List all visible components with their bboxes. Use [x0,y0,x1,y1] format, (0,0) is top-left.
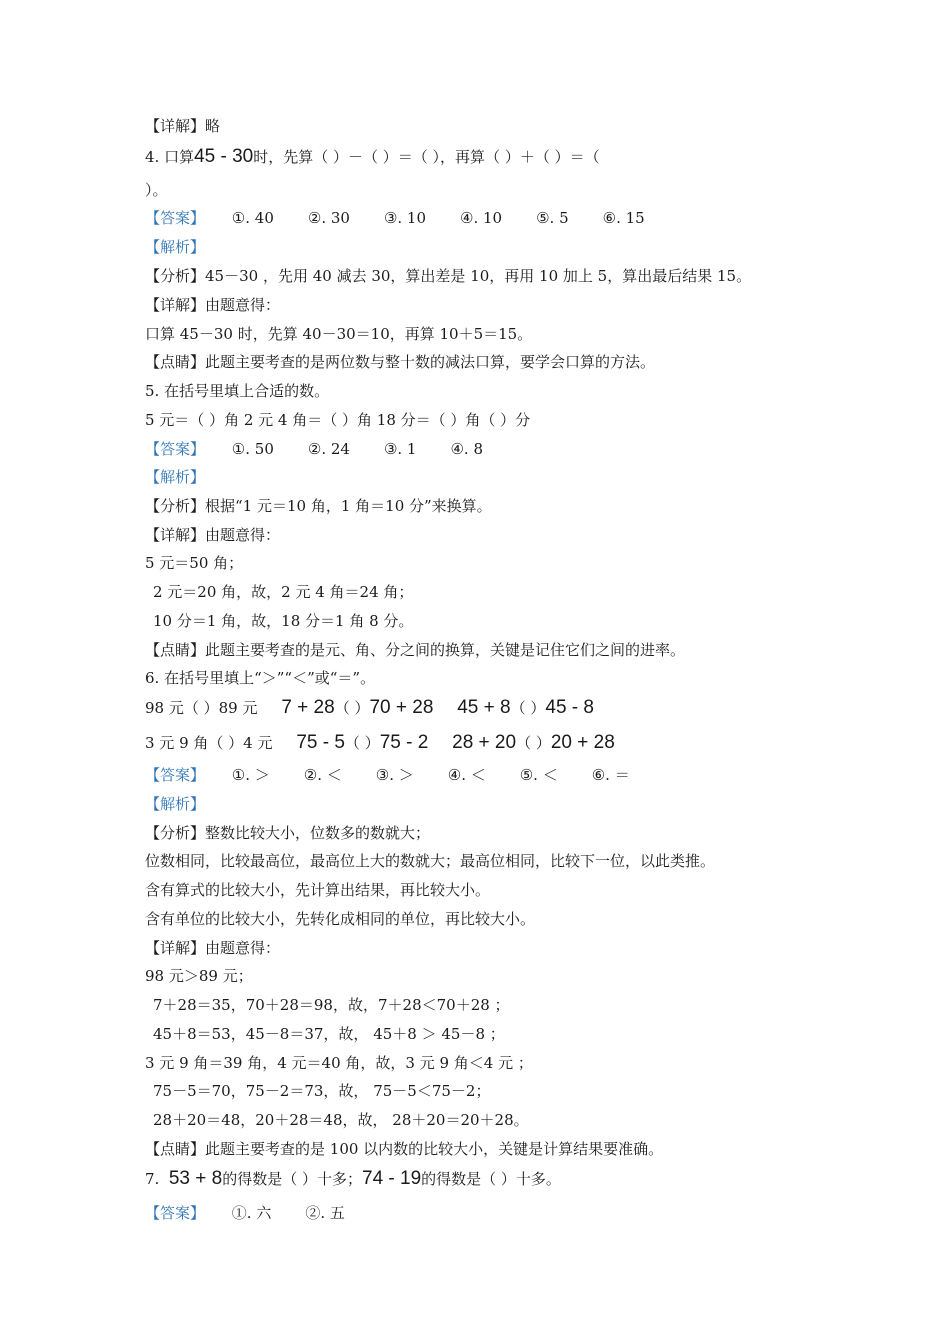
q5-detail: 【详解】由题意得： [145,526,281,544]
q5-blanks: 5 元＝（ ）角 2 元 4 角＝（ ）角 18 分＝（ ）角（ ）分 [145,411,531,429]
q6-detail: 【详解】由题意得： [145,939,281,957]
q6-detail-4: 3 元 9 角＝39 角，4 元＝40 角，故，3 元 9 角＜4 元 ； [145,1054,533,1072]
q5-analysis-tag: 【解析】 [145,468,206,486]
q4-detail: 【详解】由题意得： [145,296,281,314]
q6-analysis-tag: 【解析】 [145,795,206,813]
q6-detail-2: 7＋28＝35，70＋28＝98，故，7＋28＜70＋28 ； [153,996,510,1014]
q7-answer: 【答案】 ①. 六 ②. 五 [145,1204,345,1222]
q4-question: 4. 口算45 - 30时，先算（ ）－（ ）＝（ ），再算（ ）＋（ ）＝（ [145,146,600,167]
q5-detail-3: 10 分＝1 角，故，18 分＝1 角 8 分。 [153,612,414,630]
q4-question-cont: ）。 [145,181,168,199]
q7-question: 7. 53 + 8的得数是（ ）十多；74 - 19的得数是（ ）十多。 [145,1168,561,1189]
q6-analysis-1: 【分析】整数比较大小，位数多的数就大； [145,824,431,842]
q6-answer: 【答案】 ①. ＞ ②. ＜ ③. ＞ ④. ＜ ⑤. ＜ ⑥. ＝ [145,766,630,784]
q4-analysis: 【分析】45－30 ，先用 40 减去 30，算出差是 10，再用 10 加上 5，算出最后结果 15。 [145,267,752,285]
q5-answer: 【答案】 ①. 50 ②. 24 ③. 1 ④. 8 [145,440,484,458]
q6-row-1: 98 元（ ）89 元 7 + 28（ ）70 + 28 45 + 8（ ）45 - 8 [145,697,594,718]
q6-detail-1: 98 元＞89 元； [145,967,253,985]
q6-detail-5: 75－5＝70，75－2＝73，故， 75－5＜75－2； [153,1082,491,1100]
q6-analysis-3: 含有算式的比较大小，先计算出结果，再比较大小。 [145,881,491,899]
q5-question: 5. 在括号里填上合适的数。 [145,382,330,400]
q5-analysis: 【分析】根据“1 元＝10 角，1 角＝10 分”来换算。 [145,497,492,515]
q6-analysis-4: 含有单位的比较大小，先转化成相同的单位，再比较大小。 [145,910,536,928]
q4-analysis-tag: 【解析】 [145,238,206,256]
q6-detail-3: 45＋8＝53，45－8＝37，故， 45＋8 ＞ 45－8 ； [153,1025,505,1043]
q5-detail-1: 5 元＝50 角； [145,554,244,572]
q6-detail-6: 28＋20＝48，20＋28＝48，故， 28＋20＝20＋28。 [153,1111,529,1129]
q6-analysis-2: 位数相同，比较最高位，最高位上大的数就大；最高位相同，比较下一位，以此类推。 [145,852,716,870]
q6-row-2: 3 元 9 角（ ）4 元 75 - 5（ ）75 - 2 28 + 20（ ）20 + 28 [145,732,615,753]
q6-comment: 【点睛】此题主要考查的是 100 以内数的比较大小，关键是计算结果要准确。 [145,1140,664,1158]
q4-detail-body: 口算 45－30 时，先算 40－30＝10，再算 10＋5＝15。 [145,325,533,343]
q4-answer: 【答案】 ①. 40 ②. 30 ③. 10 ④. 10 ⑤. 5 ⑥. 15 [145,209,645,227]
q5-comment: 【点睛】此题主要考查的是元、角、分之间的换算，关键是记住它们之间的进率。 [145,641,686,659]
q4-comment: 【点睛】此题主要考查的是两位数与整十数的减法口算，要学会口算的方法。 [145,353,656,371]
q6-question: 6. 在括号里填上“＞”“＜”或“＝”。 [145,669,376,687]
q5-detail-2: 2 元＝20 角，故，2 元 4 角＝24 角； [153,583,414,601]
q3-detail: 【详解】略 [145,117,221,135]
